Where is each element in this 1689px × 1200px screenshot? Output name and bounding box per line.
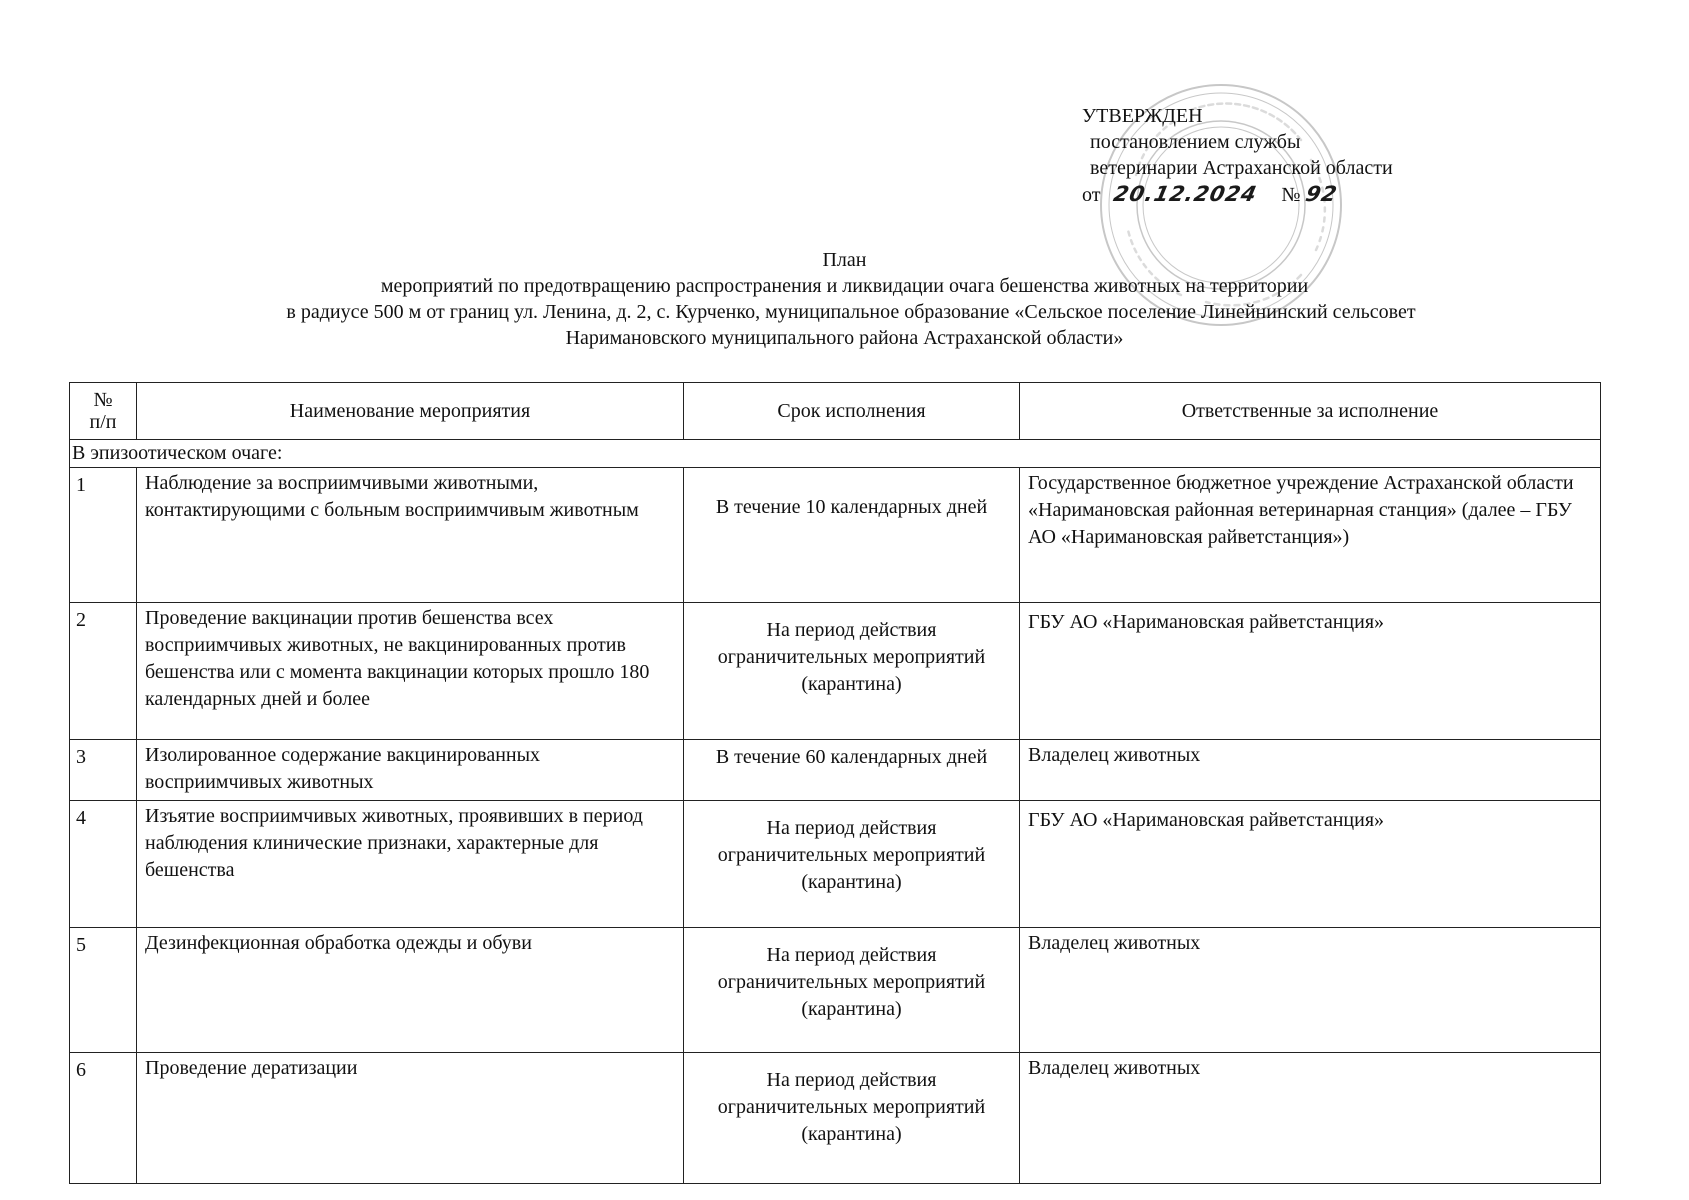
header-responsible: Ответственные за исполнение [1020, 383, 1601, 440]
row-name: Проведение дератизации [137, 1053, 684, 1184]
approval-block [1082, 103, 1502, 208]
row-name: Наблюдение за восприимчивыми животными, контактирующими с больным восприимчивым животным [137, 468, 684, 603]
row-num: 2 [70, 603, 137, 740]
row-name: Изъятие восприимчивых животных, проявивших в период наблюдения клинические признаки, характерные для бешенства [137, 801, 684, 928]
row-num: 4 [70, 801, 137, 928]
section-row [70, 440, 1601, 468]
header-num [70, 383, 137, 440]
row-responsible: Владелец животных [1020, 928, 1601, 1053]
row-responsible: ГБУ АО «Наримановская райветстанция» [1020, 603, 1601, 740]
approval-line-1: постановлением службы [1090, 131, 1301, 153]
plan-title: План [822, 249, 867, 271]
row-term: На период действия ограничительных мероприятий (карантина) [684, 928, 1020, 1053]
approval-title: УТВЕРЖДЕН [1082, 105, 1203, 127]
plan-subtitle-line-1: мероприятий по предотвращению распространения и ликвидации очага бешенства животных на территории [380, 275, 1309, 297]
header-num-line-1: № [93, 389, 113, 411]
table-row [70, 928, 1601, 1053]
plan-title-block [0, 247, 1689, 351]
handwritten-date: 20.12.2024 [1111, 182, 1260, 206]
approval-date-line [1082, 181, 1502, 208]
row-name: Изолированное содержание вакцинированных восприимчивых животных [137, 740, 684, 801]
row-name: Проведение вакцинации против бешенства всех восприимчивых животных, не вакцинированных против бешенства или с момента вакцинации которых прошло 180 календарных дней и более [137, 603, 684, 740]
plan-subtitle-line-3: Наримановского муниципального района Астраханской области» [565, 327, 1124, 349]
handwritten-number: 92 [1303, 182, 1341, 206]
row-num: 3 [70, 740, 137, 801]
table-row [70, 468, 1601, 603]
row-term: В течение 60 календарных дней [684, 740, 1020, 801]
row-term: На период действия ограничительных мероприятий (карантина) [684, 801, 1020, 928]
row-num: 6 [70, 1053, 137, 1184]
plan-table [69, 382, 1601, 1184]
table-row [70, 740, 1601, 801]
section-label: В эпизоотическом очаге: [70, 440, 1601, 468]
header-name: Наименование мероприятия [137, 383, 684, 440]
approval-line-2: ветеринарии Астраханской области [1090, 157, 1393, 179]
row-term: На период действия ограничительных мероприятий (карантина) [684, 1053, 1020, 1184]
table-header-row [70, 383, 1601, 440]
header-term: Срок исполнения [684, 383, 1020, 440]
header-num-line-2: п/п [89, 411, 117, 433]
row-responsible: Владелец животных [1020, 1053, 1601, 1184]
row-num: 1 [70, 468, 137, 603]
row-num: 5 [70, 928, 137, 1053]
row-responsible: Владелец животных [1020, 740, 1601, 801]
row-name: Дезинфекционная обработка одежды и обуви [137, 928, 684, 1053]
plan-subtitle-line-2: в радиусе 500 м от границ ул. Ленина, д. 2, с. Курченко, муниципальное образование «Сельское поселение Линейнинский сельсовет [286, 301, 1416, 323]
row-responsible: ГБУ АО «Наримановская райветстанция» [1020, 801, 1601, 928]
number-prefix: № [1281, 184, 1301, 206]
table-row [70, 603, 1601, 740]
row-term: На период действия ограничительных мероприятий (карантина) [684, 603, 1020, 740]
row-responsible: Государственное бюджетное учреждение Астраханской области «Наримановская районная ветеринарная станция» (далее – ГБУ АО «Наримановская райветстанция») [1020, 468, 1601, 603]
row-term: В течение 10 календарных дней [684, 468, 1020, 603]
table-row [70, 1053, 1601, 1184]
table-row [70, 801, 1601, 928]
date-prefix: от [1082, 184, 1101, 206]
